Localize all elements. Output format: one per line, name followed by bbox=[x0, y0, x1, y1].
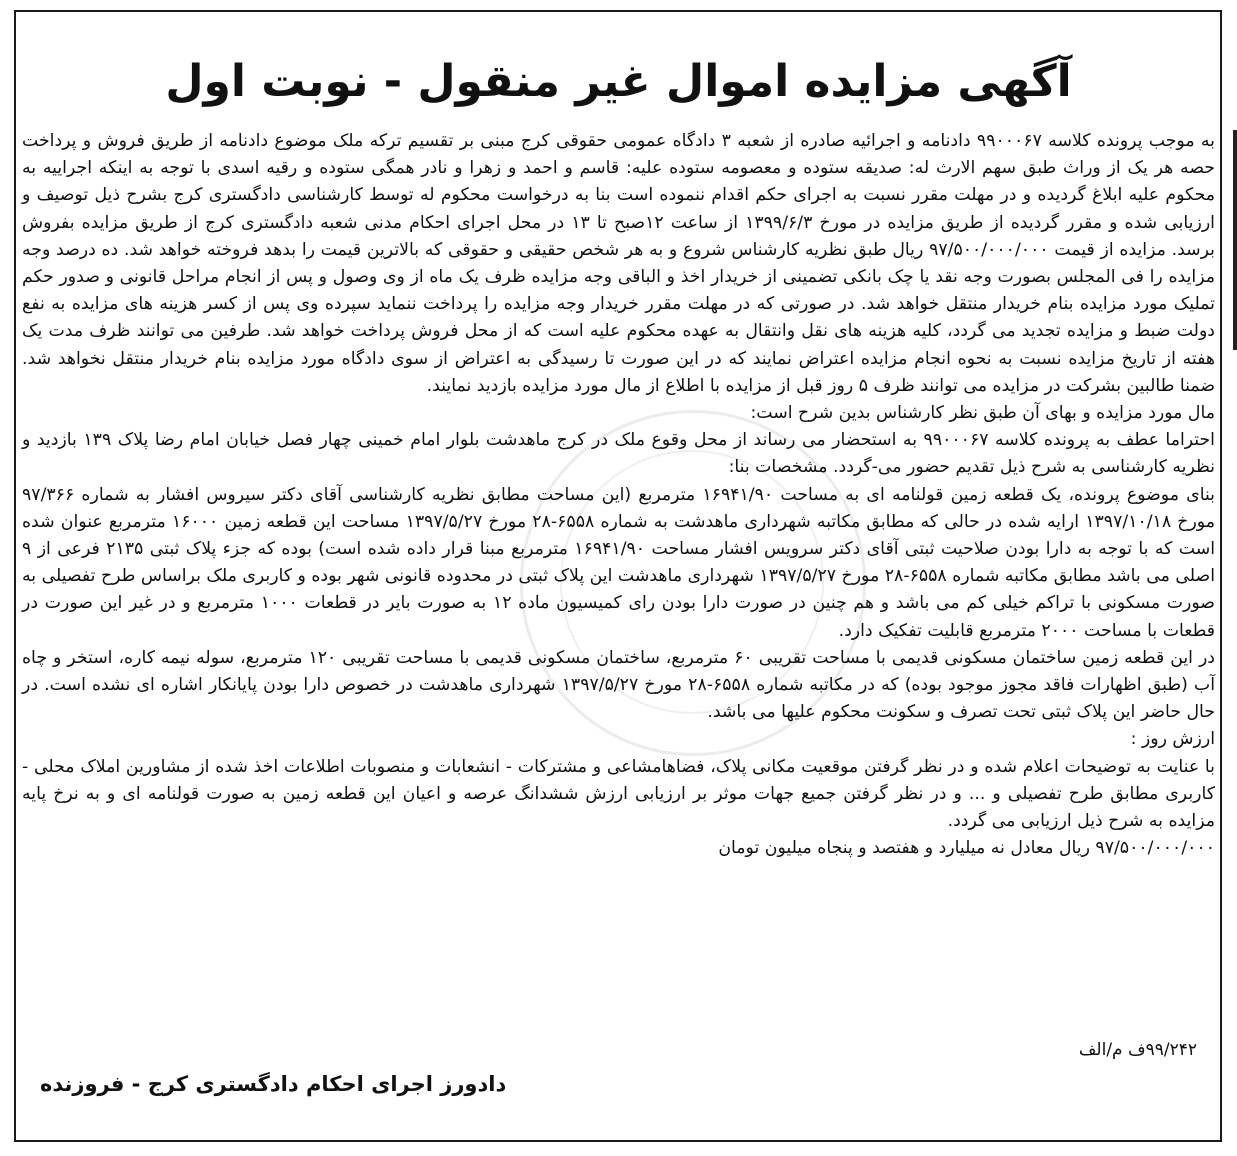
signature: دادورز اجرای احکام دادگستری کرج - فروزنده bbox=[40, 1072, 507, 1096]
paragraph-inspection: احتراما عطف به پرونده کلاسه ۹۹۰۰۰۶۷ به استحضار می رساند از محل وقوع ملک در کرج ماهدشت بلوار امام خمینی چهار فصل خیابان امام رضا پلاک ۱۳۹ بازدید و نظریه کارشناسی به شرح ذیل تقدیم حضور می-گردد. مشخصات بنا: bbox=[22, 430, 1215, 478]
reference-number: ۹۹/۲۴۲ف م/الف bbox=[1078, 1040, 1197, 1060]
page-edge-bar bbox=[1233, 130, 1237, 350]
paragraph-price: ۹۷/۵۰۰/۰۰۰/۰۰۰ ریال معادل نه میلیارد و هفتصد و پنجاه میلیون تومان bbox=[718, 838, 1215, 859]
notice-title: آگهی مزایده اموال غیر منقول - نوبت اول bbox=[165, 56, 1072, 107]
paragraph-building-spec: بنای موضوع پرونده، یک قطعه زمین قولنامه ای به مساحت ۱۶۹۴۱/۹۰ مترمربع (این مساحت مطابق نظریه کارشناسی آقای دکتر سیروس افشار به شماره ۹۷/۳۶۶ مورخ ۱۳۹۷/۱۰/۱۸ ارایه شده در حالی که مطابق مکاتبه شهرداری ماهدشت به شماره ۶۵۵۸-۲۸ مورخ ۱۳۹۷/۵/۲۷ مساحت این قطعه زمین ۱۶۰۰۰ مترمربع عنوان شده است که با توجه به دارا بودن صلاحیت ثبتی آقای دکتر سرویس افشار مساحت ۱۶۹۴۱/۹۰ مترمربع مبنا قرار داده شده است) بوده که جزء پلاک ثبتی ۲۱۳۵ فرعی از ۹ اصلی می باشد مطابق مکاتبه شماره ۶۵۵۸-۲۸ مورخ ۱۳۹۷/۵/۲۷ شهرداری ماهدشت این پلاک ثبتی در محدوده قانونی شهر بوده و کاربری ملک براساس طرح تفصیلی به صورت مسکونی با تراکم خیلی کم می باشد و هم چنین در صورت دارا بودن رای کمیسیون ماده ۱۲ به صورت بایر در قطعات ۱۰۰۰ مترمربع و در غیر این صورت در قطعات با مساحت ۲۰۰۰ مترمربع قابلیت تفکیک دارد. bbox=[22, 484, 1216, 641]
paragraph-value-heading: ارزش روز : bbox=[1130, 729, 1215, 750]
notice-body bbox=[22, 128, 1215, 862]
paragraph-valuation: با عنایت به توضیحات اعلام شده و در نظر گرفتن موقعیت مکانی پلاک، فضاهامشاعی و مشترکات - انشعابات و منصوبات اطلاعات اخذ شده از مشاورین املاک محلی - کاربری مطابق طرح تفصیلی و ... و در نظر گرفتن جمیع جهات موثر بر ارزیابی ارزش ششدانگ عرصه و اعیان این قطعه زمین به صورت قولنامه ای و به نرخ پایه مزایده به شرح ذیل ارزیابی می گردد. bbox=[22, 756, 1215, 832]
paragraph-property-intro: مال مورد مزایده و بهای آن طبق نظر کارشناس بدین شرح است: bbox=[750, 403, 1215, 424]
paragraph-main: به موجب پرونده کلاسه ۹۹۰۰۰۶۷ دادنامه و اجرائیه صادره از شعبه ۳ دادگاه عمومی حقوقی کرج مبنی بر تقسیم ترکه ملک موضوع دادنامه از طریق فروش و پرداخت حصه هر یک از وراث طبق سهم الارث له: صدیقه ستوده و معصومه ستوده علیه: قاسم و احمد و زهرا و نادر همگی ستوده و رقیه اسدی با توجه به اینکه اجراییه به محکوم علیه ابلاغ گردیده و در مهلت مقرر نسبت به اجرای حکم اقدام ننموده است بنا به درخواست محکوم له توسط کارشناسی دادگستری کرج بشرح ذیل توصیف و ارزیابی شده و مقرر گردیده از طریق مزایده در مورخ ۱۳۹۹/۶/۳ از ساعت ۱۲صبح تا ۱۳ در محل اجرای احکام مدنی شعبه دادگستری کرج از طریق مزایده بفروش برسد. مزایده از قیمت ۹۷/۵۰۰/۰۰۰/۰۰۰ ریال طبق نظریه کارشناس شروع و به هر شخص حقیقی و حقوقی که بالاترین قیمت را بدهد فروخته خواهد شد. ده درصد وجه مزایده را فی المجلس بصورت وجه نقد یا چک بانکی تضمینی از خریدار اخذ و الباقی وجه مزایده ظرف یک ماه از وی وصول و پس از انجام مراحل قانونی و صدور حکم تملیک مورد مزایده بنام خریدار منتقل خواهد شد. در صورتی که در مهلت مقرر خریدار وجه مزایده را پرداخت ننماید سپرده وی پس از کسر هزینه های مزایده به نفع دولت ضبط و مزایده تجدید می گردد، کلیه هزینه های نقل وانتقال به عهده محکوم علیه است که از محل فروش پرداخت خواهد شد. طرفین می توانند ظرف مدت یک هفته از تاریخ مزایده نسبت به نحوه انجام مزایده اعتراض نمایند که در این صورت تا رسیدگی به اعتراض از سوی دادگاه مورد مزایده بنام خریدار منتقل نخواهد شد. ضمنا طالبین بشرکت در مزایده می توانند ظرف ۵ روز قبل از مزایده با اطلاع از مال مورد مزایده بازدید نمایند. bbox=[22, 131, 1215, 396]
paragraph-structures: در این قطعه زمین ساختمان مسکونی قدیمی با مساحت تقریبی ۶۰ مترمربع، ساختمان مسکونی قدیمی با مساحت تقریبی ۱۲۰ مترمربع، سوله نیمه کاره، استخر و چاه آب (طبق اظهارات فاقد مجوز موجود بوده) که در مکاتبه شماره ۶۵۵۸-۲۸ مورخ ۱۳۹۷/۵/۲۷ شهرداری ماهدشت در خصوص دارا بودن پایانکار اشاره ای نشده است. در حال حاضر این پلاک ثبتی تحت تصرف و سکونت محکوم علیها می باشد. bbox=[22, 647, 1215, 723]
